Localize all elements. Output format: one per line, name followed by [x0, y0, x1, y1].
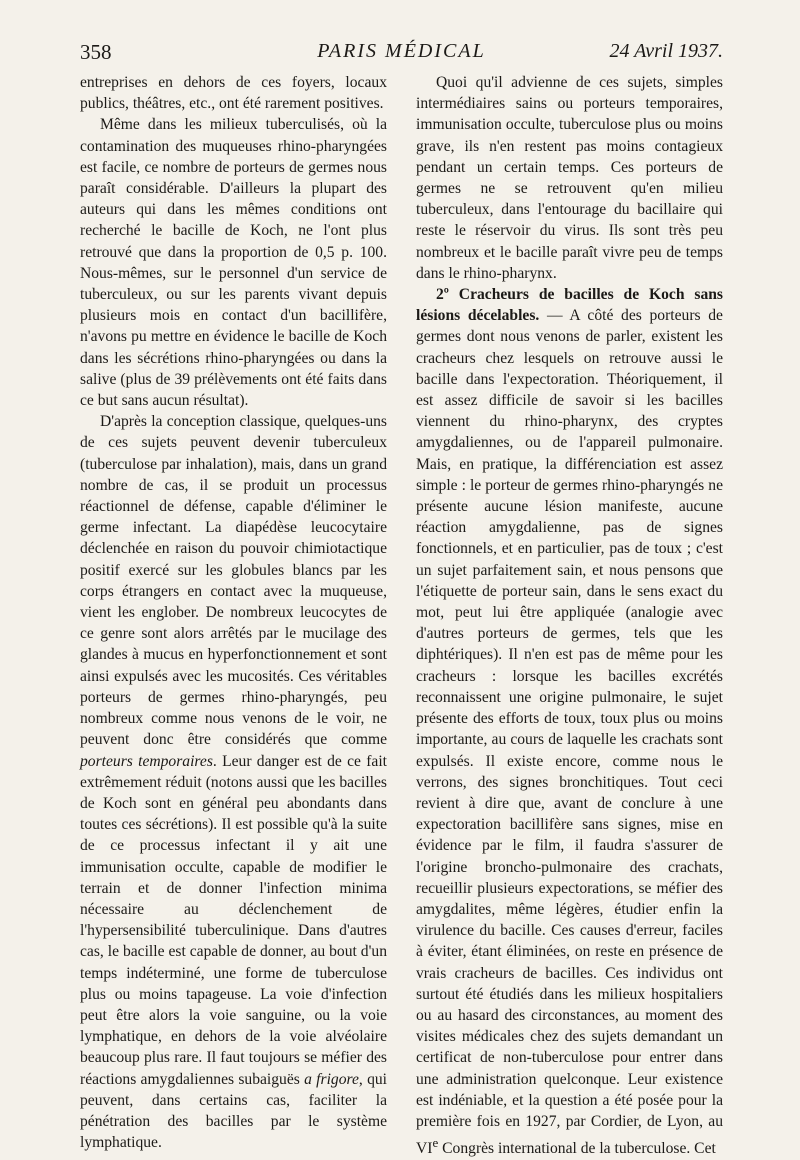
page-number: 358	[80, 40, 112, 64]
running-header	[80, 38, 723, 68]
superscript: e	[432, 1135, 439, 1151]
paragraph: Quoi qu'il advienne de ces sujets, simples intermédiaires sains ou porteurs temporaires, immunisation occulte, tuberculose plus ou moins grave, ils n'en restent pas moins contagieux pendant un certain temps. Ces porteurs de germes ne se retrouvent qu'en milieu tuberculeux, dans l'entourage du bacillaire qui reste le réservoir du virus. Ils sont très peu nombreux et le bacille paraît vivre peu de temps dans le rhino-pharynx.	[416, 74, 723, 282]
text-run: D'après la conception classique, quelques-uns de ces sujets peuvent devenir tuberculeux (tuberculose par inhalation), mais, dans un grand nombre de cas, il se produit un processus réactionnel de défense, capable d'éliminer le germe infectant. La diapédèse leucocytaire déclenchée en raison du pouvoir chimiotactique positif exercé sur les globules blancs par les corps étrangers en contact avec la muqueuse, vient les englober. De nombreux leucocytes de ce genre sont alors arrêtés par le mucilage des glandes à mucus en hyperfonctionnement et sont ainsi expulsés avec les mucosités. Ces véritables porteurs de germes rhino-pharyngés, peu nombreux comme nous venons de le voir, ne peuvent donc être considérés que comme	[80, 413, 387, 749]
emphasis: a frigore	[304, 1070, 359, 1088]
left-column	[80, 72, 387, 1153]
journal-title: PARIS MÉDICAL	[317, 40, 486, 62]
text-run: — A côté des porteurs de germes dont nous venons de parler, existent les cracheurs chez lesquels on retrouve aussi le bacille dans l'expectoration. Théoriquement, il est assez difficile de savoir si les bacilles viennent du rhino-pharynx, des cryptes amygdaliennes, ou de l'appareil pulmonaire. Mais, en pratique, la différenciation est assez simple : le porteur de germes rhino-pharyngés ne présente aucune lésion manifeste, aucune réaction amygdalienne, pas de signes fonctionnels, et en particulier, pas de toux ; c'est un sujet parfaitement sain, et nous pensons que l'étiquette de porteur sain, dans le sens exact du mot, peut lui être appliquée (analogie avec d'autres porteurs de germes, tels que les diphtériques). Il n'en est pas de même pour les cracheurs : lorsque les bacilles excrétés reconnaissent une origine pulmonaire, le sujet présente des efforts de toux, toux plus ou moins importante, au cours de laquelle les crachats sont expulsés. Il existe encore, comme nous le verrons, des signes bronchitiques. Tout ceci revient à dire que, avant de conclure à une expectoration bacillifère sans signes, mise en évidence par le film, il faudra s'assurer de l'origine broncho-pulmonaire des crachats, recueillir plusieurs expectorations, se méfier des amygdalites, même légères, étudier enfin la virulence du bacille. Ces causes d'erreur, faciles à éviter, étant éliminées, on reste en présence de vrais cracheurs de bacilles. Ces individus ont surtout été étudiés dans les milieux hospitaliers ou au hasard des circonstances, au moment des visites médicales chez des sujets demandant un certificat de non-tuberculose pour entrer dans une administration quelconque. Leur existence est indéniable, et la question a été posée pour la première fois en 1927, par Cordier, de Lyon, au VI	[416, 307, 723, 1158]
paragraph	[416, 284, 723, 1160]
text-run: . Leur danger est de ce fait extrêmement réduit (notons aussi que les bacilles de Koch sont en général peu abondants dans toutes ces sécrétions). Il est possible qu'à la suite de ce processus infectant il y ait une immunisation occulte, capable de modifier le terrain et de donner l'infection minima nécessaire au déclenchement de l'hypersensibilité tuberculinique. Dans d'autres cas, le bacille est capable de donner, au bout d'un temps indéterminé, une forme de tuberculose plus ou moins tapageuse. La voie d'infection peut être alors la voie sanguine, ou la voie lymphatique, en dehors de la voie alvéolaire beaucoup plus rare. Il faut toujours se méfier des réactions amygdaliennes subaiguës	[80, 752, 387, 1088]
right-column	[416, 72, 723, 1160]
paragraph: Même dans les milieux tuberculisés, où la contamination des muqueuses rhino-pharyngées est facile, ce nombre de porteurs de germes nous paraît considérable. D'ailleurs la plupart des auteurs qui dans les mêmes conditions ont recherché le bacille de Koch, ne l'ont plus retrouvé que dans la proportion de 0,5 p. 100. Nous-mêmes, sur le personnel d'un service de tuberculeux, ou sur les parents vivant depuis plusieurs mois en contact d'un bacillifère, n'avons pu mettre en évidence le bacille de Koch dans les sécrétions rhino-pharyngées ou dans la salive (plus de 39 prélèvements ont été faits dans ce but sans aucun résultat).	[80, 116, 387, 410]
paragraph	[80, 411, 387, 1153]
text-run: Congrès international de la tuberculose. Cet	[438, 1140, 716, 1158]
emphasis: porteurs temporaires	[80, 752, 213, 770]
text-run: , qui peuvent, dans certains cas, faciliter la pénétration des bacilles par le système lymphatique.	[80, 1070, 387, 1152]
issue-date: 24 Avril 1937.	[609, 40, 723, 62]
paragraph: entreprises en dehors de ces foyers, locaux publics, théâtres, etc., ont été rarement positives.	[80, 74, 387, 113]
section-heading: 2º Cracheurs de bacilles de Koch sans lésions décelables.	[416, 286, 723, 325]
